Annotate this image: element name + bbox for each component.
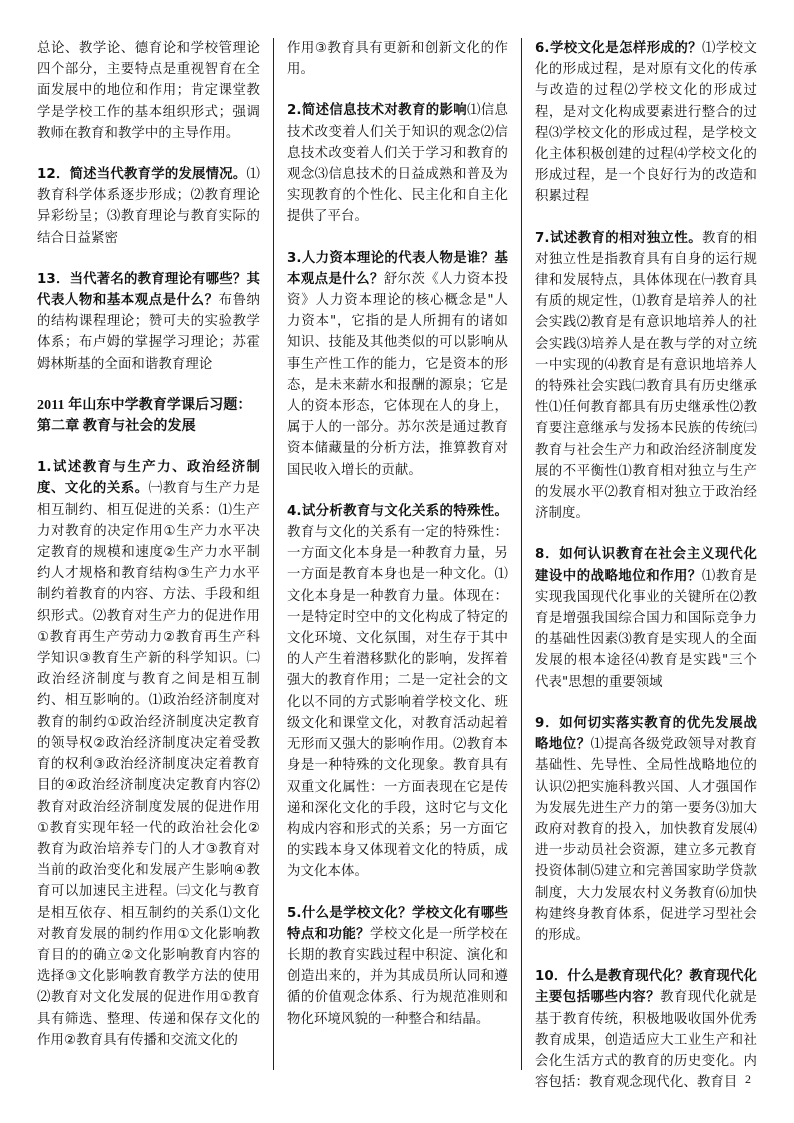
question-7-answer: 教育的相对独立性是指教育具有自身的运行规律和发展特点，具体体现在㈠教育具有质的规定性，⑴教育是培养人的社会实践⑵教育是有意识地培养人的社会实践⑶培养人是在教与学的对立统一中实现的⑷教育是有意识地培养人的特殊社会实践㈡教育具有历史继承性⑴任何教育都具有历史继承性⑵教育要注意继承与发扬本民族的传统㈢教育与社会生产力和政治经济制度发展的不平衡性⑴教育相对独立与生产的发展水平⑵教育相对独立于政治经济制度。 xyxy=(535,230,757,522)
column-divider-left xyxy=(273,38,274,1070)
section-heading-line2: 第二章 教育与社会的发展 xyxy=(37,419,196,435)
question-1-title: 1.试述教育与生产力、政治经济制度、文化的关系。 xyxy=(37,460,260,497)
question-8-title: 8．如何认识教育在社会主义现代化建设中的战略地位和作用？ xyxy=(535,547,757,584)
column-right xyxy=(535,38,757,1113)
question-10-title: 10．什么是教育现代化？教育现代化主要包括哪些内容？ xyxy=(535,969,757,1006)
paragraph-intro-continued: 总论、教学论、德育论和学校管理论四个部分，主要特点是重视智育在全面发展中的地位和作用；肯定课堂教学是学校工作的基本组织形式；强调教师在教育和教学中的主导作用。 xyxy=(37,41,260,141)
question-6-title: 6.学校文化是怎样形成的？ xyxy=(535,41,703,56)
question-1-answer: ㈠教育与生产力是相互制约、相互促进的关系：⑴生产力对教育的决定作用①生产力水平决定教育的规模和速度②生产力水平制约人才规格和教育结构③生产力水平制约着教育的内容、方法、手段和组织形式。⑵教育对生产力的促进作用①教育再生产劳动力②教育再生产科学知识③教育生产新的科学知识。㈡政治经济制度与教育之间是相互制约、相互影响的。⑴政治经济制度对教育的制约①政治经济制度决定教育的领导权②政治经济制度决定着受教育的权利③政治经济制度决定着教育目的④政治经济制度决定教育内容⑵教育对政治经济制度发展的促进作用①教育实现年轻一代的政治社会化②教育为政治培养专门的人才③教育对当前的政治变化和发展产生影响④教育可以加速民主进程。㈢文化与教育是相互依存、相互制约的关系⑴文化对教育发展的制约作用①文化影响教育目的的确立②文化影响教育内容的选择③文化影响教育教学方法的使用⑵教育对文化发展的促进作用①教育具有筛选、整理、传递和保存文化的作用②教育具有传播和交流文化的 xyxy=(37,481,260,1048)
question-5-title: 5.什么是学校文化？学校文化有哪些特点和功能？ xyxy=(287,905,508,942)
section-heading-line1: 2011 年山东中学教育学课后习题： xyxy=(37,397,252,413)
question-4 xyxy=(287,501,508,883)
question-10 xyxy=(535,966,757,1093)
column-divider-right xyxy=(521,38,522,1070)
question-4-answer: 教育与文化的关系有一定的特殊性：一方面文化本身是一种教育力量，另一方面是教育本身也是一种文化。⑴文化本身是一种教育力量。体现在：一是特定时空中的文化构成了特定的文化环境、文化氛围，对生存于其中的人产生着潜移默化的影响，发挥着强大的教育作用；二是一定社会的文化以不同的方式影响着学校文化、班级文化和课堂文化，对教育活动起着无形而又强大的影响作用。⑵教育本身是一种特殊的文化现象。教育具有双重文化属性：一方面表现在它是传递和深化文化的手段，这时它与文化构成内容和形式的关系；另一方面它的实践本身又体现着文化的特质，成为文化本体。 xyxy=(287,525,508,880)
question-13-answer: 布鲁纳的结构课程理论；赞可夫的实验教学体系；布卢姆的掌握学习理论；苏霍姆林斯基的全面和谐教育理论 xyxy=(37,293,260,372)
question-6 xyxy=(535,38,757,208)
question-10-answer: 教育现代化就是基于教育传统，积极地吸收国外优秀教育成果，创造适应大工业生产和社会化生活方式的教育的历史变化。内容包括：教育观念现代化、教育目 xyxy=(535,990,757,1091)
question-9-title: 9．如何切实落实教育的优先发展战略地位？ xyxy=(535,715,757,753)
question-6-answer: ⑴学校文化的形成过程，是对原有文化的传承与改造的过程⑵学校文化的形成过程，是对文化构成要素进行整合的过程⑶学校文化的形成过程，是学校文化主体积极创建的过程⑷学校文化的形成过程，是一个良好行为的改造和积累过程 xyxy=(535,41,757,205)
question-2-answer: ⑴信息技术改变着人们关于知识的观念⑵信息技术改变着人们关于学习和教育的观念⑶信息技术的日益成熟和普及为实现教育的个性化、民主化和自主化提供了平台。 xyxy=(287,103,508,225)
question-8 xyxy=(535,544,757,692)
question-4-title: 4.试分析教育与文化关系的特殊性。 xyxy=(287,503,508,519)
question-13 xyxy=(37,269,260,375)
paragraph-continued: 作用③教育具有更新和创新文化的作用。 xyxy=(287,41,508,78)
question-7 xyxy=(535,228,757,525)
question-12-answer: ⑴教育科学体系逐步形成；⑵教育理论异彩纷呈；⑶教育理论与教育实际的结合日益紧密 xyxy=(37,167,260,246)
question-2 xyxy=(287,100,508,227)
question-3-title: 3.人力资本理论的代表人物是谁？基本观点是什么？ xyxy=(287,250,508,287)
column-left xyxy=(37,38,260,1071)
question-5-answer: 学校文化是一所学校在长期的教育实践过程中积淀、演化和创造出来的，并为其成员所认同和遵循的价值观念体系、行为规范准则和物化环境风貌的一种整合和结晶。 xyxy=(287,926,508,1027)
question-8-answer: ⑴教育是实现我国现代化事业的关键所在⑵教育是增强我国综合国力和国际竞争力的基础性因素⑶教育是实现人的全面发展的根本途径⑷教育是实践"三个代表"思想的重要领域 xyxy=(535,568,758,690)
question-3 xyxy=(287,248,508,481)
page-number: 2 xyxy=(745,1072,751,1086)
question-2-title: 2.简述信息技术对教育的影响 xyxy=(287,103,467,119)
question-12-title: 12．简述当代教育学的发展情况。 xyxy=(37,167,247,183)
question-9 xyxy=(535,713,757,946)
column-middle xyxy=(287,38,508,1050)
question-3-answer: 舒尔茨《人力资本投资》人力资本理论的核心概念是"人力资本"，它指的是人所拥有的诸如知识、技能及其他类似的可以影响从事生产性工作的能力，它是资本的形态，是未来薪水和报酬的源泉；它是人的资本形态，它体现在人的身上，属于人的一部分。苏尔茨是通过教育资本储藏量的分析方法，推算教育对国民收入增长的贡献。 xyxy=(287,271,509,478)
question-12 xyxy=(37,164,260,249)
question-13-title: 13．当代著名的教育理论有哪些？其代表人物和基本观点是什么？ xyxy=(37,271,260,309)
section-heading xyxy=(37,395,260,437)
question-5 xyxy=(287,903,508,1030)
question-7-title: 7.试述教育的相对独立性。 xyxy=(535,230,703,246)
question-9-answer: ⑴提高各级党政领导对教育基础性、先导性、全局性战略地位的认识⑵把实施科教兴国、人才强国作为发展先进生产力的第一要务⑶加大政府对教育的投入，加快教育发展⑷进一步动员社会资源，建立多元教育投资体制⑸建立和完善国家助学贷款制度，大力发展农村义务教育⑹加快构建终身教育体系，促进学习型社会的形成。 xyxy=(535,737,757,943)
question-1 xyxy=(37,457,260,1051)
